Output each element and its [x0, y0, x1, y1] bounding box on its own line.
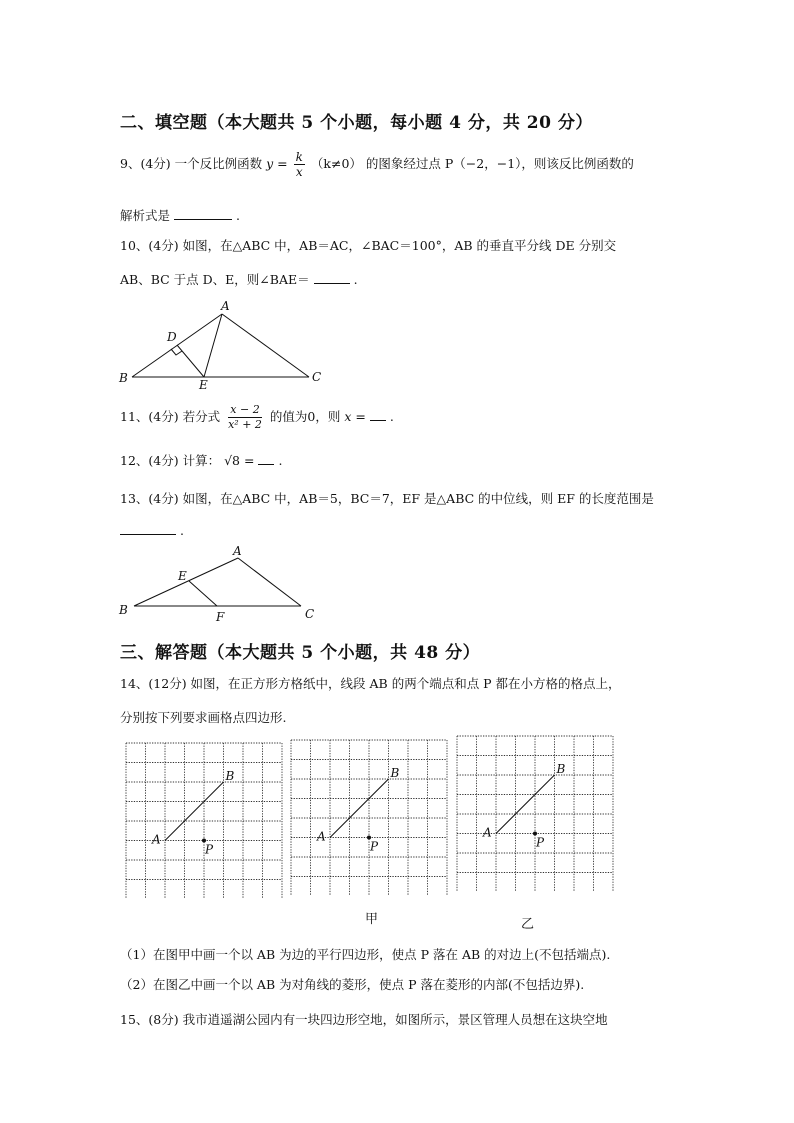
grid-lines [126, 743, 282, 898]
q10-answer-blank[interactable] [314, 271, 350, 284]
section-title-answer: 三、解答题（本大题共 5 个小题，共 48 分） [120, 643, 481, 663]
question-9-line2 [120, 207, 240, 225]
q9-formula-y: y [266, 156, 274, 171]
caption-jia: 甲 [365, 912, 379, 927]
caption-yi: 乙 [521, 917, 535, 932]
q13-end: . [179, 523, 184, 538]
label-p: P [536, 835, 545, 850]
question-14-part2: （2）在图乙中画一个以 AB 为对角线的菱形，使点 P 落在菱形的内部(不包括边界). [120, 977, 585, 992]
q12-eq: = [243, 453, 255, 468]
label-a: A [152, 832, 161, 847]
q9-suffix: 的图象经过点 P（−2，−1），则该反比例函数的 [365, 156, 634, 171]
q14-grid-1[interactable] [125, 742, 283, 898]
question-15-line1: 15、(8分) 我市逍遥湖公园内有一块四边形空地，如图所示，景区管理人员想在这块空地 [120, 1012, 608, 1027]
q10-line2: AB、BC 于点 D、E，则∠BAE＝ [120, 272, 310, 287]
q11-fraction-numerator: x − 2 [230, 403, 260, 416]
q13-label-a: A [233, 544, 242, 558]
q10-label-d: D [167, 330, 177, 344]
q10-triangle-figure [112, 298, 332, 390]
q13-label-c: C [305, 607, 315, 621]
q13-label-b: B [119, 603, 128, 617]
q9-line2: 解析式是 [120, 208, 171, 223]
q9-prefix: 9、(4分) 一个反比例函数 [120, 156, 263, 171]
q11-mid: 的值为0，则 [269, 409, 341, 424]
label-p: P [370, 839, 379, 854]
q10-end: . [353, 272, 358, 287]
q12-radical: √8 [224, 453, 240, 468]
q10-segment-de [177, 345, 204, 377]
label-b: B [556, 762, 566, 776]
q13-answer-blank[interactable] [120, 522, 176, 535]
question-14-line2: 分别按下列要求画格点四边形. [120, 710, 287, 725]
q14-grid-yi[interactable] [456, 735, 614, 891]
question-14-part1: （1）在图甲中画一个以 AB 为边的平行四边形，使点 P 落在 AB 的对边上(不包括端点). [120, 947, 611, 962]
question-13-line2 [120, 522, 184, 540]
q10-label-b: B [119, 371, 128, 385]
q10-segment-ac [222, 314, 309, 377]
segment-ab [165, 782, 224, 841]
q9-fraction [294, 150, 305, 179]
question-13-line1: 13、(4分) 如图，在△ABC 中，AB＝5，BC＝7，EF 是△ABC 的中位线，则 EF 的长度范围是 [120, 491, 654, 506]
q11-eq: = [355, 409, 366, 424]
q9-fraction-denominator: x [295, 165, 303, 179]
q13-triangle-figure [112, 540, 324, 626]
q9-fraction-numerator: k [295, 150, 303, 164]
grid-lines [457, 736, 613, 891]
q13-segment-ac [238, 558, 301, 606]
label-a: A [483, 825, 492, 840]
q10-segment-ae [204, 314, 222, 377]
q9-answer-blank[interactable] [174, 207, 232, 220]
q13-segment-ef [189, 581, 217, 606]
q11-end: . [389, 409, 394, 424]
question-14-line1: 14、(12分) 如图，在正方形方格纸中，线段 AB 的两个端点和点 P 都在小方格的格点上， [120, 676, 621, 691]
label-a: A [317, 829, 326, 844]
q13-label-f: F [216, 610, 225, 624]
q11-prefix: 11、(4分) 若分式 [120, 409, 221, 424]
grid-lines [291, 740, 447, 895]
q14-grid-jia[interactable] [290, 739, 448, 895]
question-10-line1: 10、(4分) 如图，在△ABC 中，AB＝AC，∠BAC＝100°，AB 的垂直平分线 DE 分别交 [120, 238, 617, 253]
q10-label-e: E [199, 378, 208, 390]
q10-label-c: C [312, 370, 322, 384]
q10-right-angle-mark [171, 349, 182, 355]
q9-condition: （k≠0） [310, 156, 362, 171]
q12-prefix: 12、(4分) 计算： [120, 453, 221, 468]
q11-variable: x [344, 409, 352, 424]
q11-fraction [226, 403, 264, 432]
label-b: B [225, 769, 235, 783]
question-10-line2 [120, 271, 358, 289]
label-p: P [205, 842, 214, 857]
q13-label-e: E [178, 569, 187, 583]
question-9-line1 [120, 150, 634, 179]
question-12 [120, 452, 282, 470]
q9-formula-eq: = [277, 156, 288, 171]
segment-ab [496, 775, 555, 834]
q12-end: . [278, 453, 283, 468]
q10-label-a: A [221, 299, 230, 313]
section-title-fill-in: 二、填空题（本大题共 5 个小题，每小题 4 分，共 20 分） [120, 113, 593, 133]
q9-end: . [235, 208, 240, 223]
question-11 [120, 403, 394, 432]
label-b: B [390, 766, 400, 780]
q12-answer-blank[interactable] [258, 452, 274, 465]
q11-answer-blank[interactable] [370, 408, 386, 421]
q11-fraction-denominator: x² + 2 [228, 418, 262, 431]
segment-ab [330, 779, 389, 838]
